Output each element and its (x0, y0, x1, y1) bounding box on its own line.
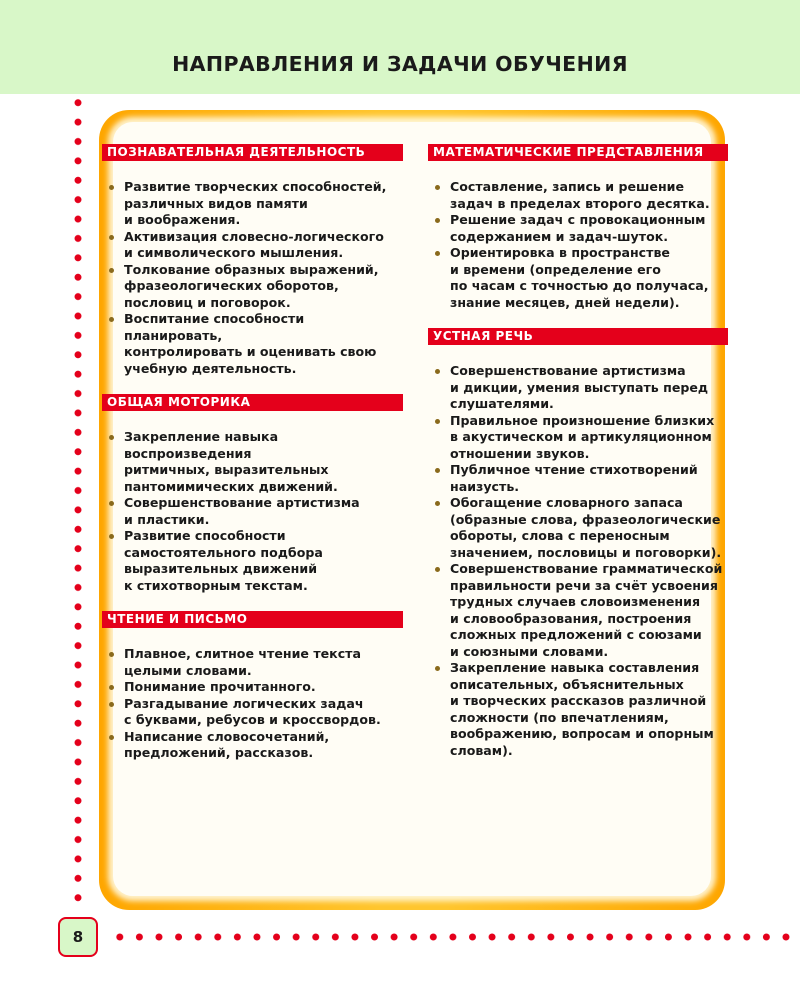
bullet-list (428, 179, 728, 311)
list-item: Правильное произношение близких в акустическом и артикуляционном отношении звуков. (428, 413, 728, 463)
list-item: Написание словосочетаний, предложений, рассказов. (102, 729, 402, 762)
dotted-border-left (73, 93, 83, 913)
page-number: 8 (58, 917, 98, 957)
list-item: Ориентировка в пространстве и времени (определение его по часам с точностью до получаса, знание месяцев, дней недели). (428, 245, 728, 311)
list-item: Обогащение словарного запаса (образные слова, фразеологические обороты, слова с переносным значением, пословицы и поговорки). (428, 495, 728, 561)
list-item: Развитие творческих способностей, различных видов памяти и воображения. (102, 179, 402, 229)
section-speech (428, 328, 728, 759)
list-item: Развитие способности самостоятельного подбора выразительных движений к стихотворным текстам. (102, 528, 402, 594)
right-column (428, 144, 728, 759)
header-band (0, 0, 800, 94)
list-item: Закрепление навыка воспроизведения ритмичных, выразительных пантомимических движений. (102, 429, 402, 495)
dotted-border-bottom (110, 932, 800, 942)
section-motor-skills (102, 394, 402, 594)
list-item: Совершенствование грамматической правильности речи за счёт усвоения трудных случаев словоизменения и словообразования, построения сложных предложений с союзами и союзными словами. (428, 561, 728, 660)
section-math (428, 144, 728, 311)
list-item: Активизация словесно-логического и символического мышления. (102, 229, 402, 262)
bullet-list (428, 363, 728, 759)
list-item: Разгадывание логических задач с буквами, ребусов и кроссвордов. (102, 696, 402, 729)
bullet-list (102, 646, 402, 762)
list-item: Закрепление навыка составления описательных, объяснительных и творческих рассказов различной сложности (по впечатлениям, воображению, вопросам и опорным словам). (428, 660, 728, 759)
list-item: Совершенствование артистизма и дикции, умения выступать перед слушателями. (428, 363, 728, 413)
section-reading-writing (102, 611, 402, 762)
section-cognitive (102, 144, 402, 377)
section-header: ОБЩАЯ МОТОРИКА (102, 394, 403, 411)
list-item: Публичное чтение стихотворений наизусть. (428, 462, 728, 495)
list-item: Толкование образных выражений, фразеологических оборотов, пословиц и поговорок. (102, 262, 402, 312)
left-column (102, 144, 402, 762)
bullet-list (102, 179, 402, 377)
section-header: ПОЗНАВАТЕЛЬНАЯ ДЕЯТЕЛЬНОСТЬ (102, 144, 403, 161)
list-item: Воспитание способности планировать, контролировать и оценивать свою учебную деятельность. (102, 311, 402, 377)
list-item: Совершенствование артистизма и пластики. (102, 495, 402, 528)
page-title: НАПРАВЛЕНИЯ И ЗАДАЧИ ОБУЧЕНИЯ (172, 52, 628, 76)
section-header: УСТНАЯ РЕЧЬ (428, 328, 728, 345)
list-item: Решение задач с провокационным содержанием и задач-шуток. (428, 212, 728, 245)
section-header: МАТЕМАТИЧЕСКИЕ ПРЕДСТАВЛЕНИЯ (428, 144, 728, 161)
section-header: ЧТЕНИЕ И ПИСЬМО (102, 611, 403, 628)
bullet-list (102, 429, 402, 594)
list-item: Плавное, слитное чтение текста целыми словами. (102, 646, 402, 679)
list-item: Понимание прочитанного. (102, 679, 402, 696)
list-item: Составление, запись и решение задач в пределах второго десятка. (428, 179, 728, 212)
